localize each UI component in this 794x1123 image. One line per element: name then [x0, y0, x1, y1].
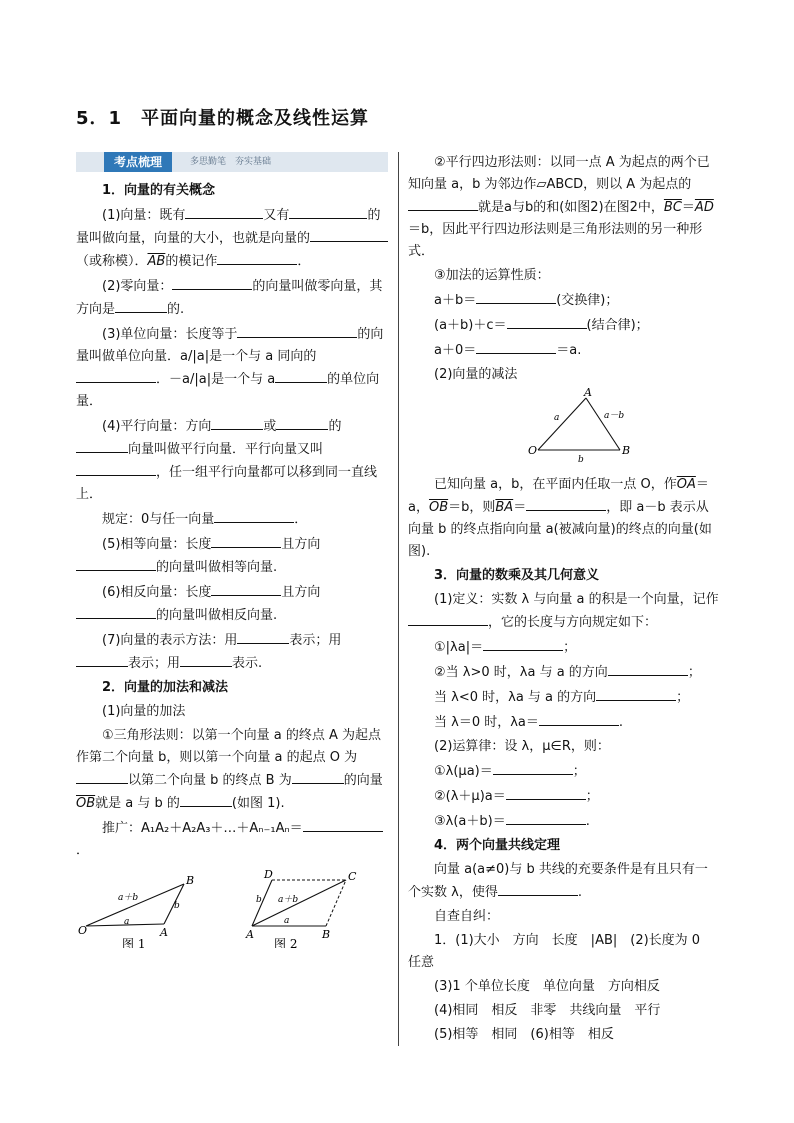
text-run: (结合律)；: [586, 318, 649, 333]
fig3-A: A: [584, 388, 592, 399]
fig2-D: D: [264, 868, 273, 881]
right2-paragraph: [408, 976, 720, 998]
text-run: ，即 a－b 表示从向量 b 的终点指向向量 a(被减向量)的终点的向量(如图).: [408, 500, 712, 559]
answer-blank[interactable]: [115, 298, 167, 313]
left-paragraph: [76, 415, 388, 506]
text-run: ，它的长度与方向规定如下：: [488, 615, 658, 630]
left-paragraph: [76, 275, 388, 321]
text-run: (2)向量的减法: [434, 367, 518, 382]
left-paragraph: [76, 629, 388, 675]
text-run: 向量 a(a≠0)与 b 共线的充要条件是有且只有一个实数 λ，使得: [408, 862, 708, 900]
answer-blank[interactable]: [310, 227, 388, 242]
left-paragraph: [76, 508, 388, 531]
text-run: 向量叫做平行向量．平行向量又叫: [128, 442, 324, 457]
answer-blank[interactable]: [493, 760, 573, 775]
right-paragraph: [408, 314, 720, 337]
text-run: ＝a，: [408, 477, 709, 515]
fig3-a: a: [554, 413, 560, 423]
section-subtitle: 多思勤笔 夯实基础: [190, 157, 272, 167]
text-run: 的量叫做向量，向量的大小，也就是向量的: [76, 208, 381, 246]
left-paragraph: [76, 180, 388, 202]
answer-blank[interactable]: [211, 581, 281, 596]
answer-blank[interactable]: [211, 533, 281, 548]
left-paragraph: [76, 533, 388, 579]
text-run: ①λ(μa)＝: [434, 764, 493, 779]
text-run: .: [577, 885, 582, 900]
fig2-B: B: [322, 928, 331, 941]
text-run: ．: [76, 843, 90, 858]
vector-symbol: $\overline{BC}$: [663, 200, 682, 215]
vector-symbol: $\overline{AB}$: [147, 254, 166, 269]
answer-blank[interactable]: [180, 792, 232, 807]
text-run: ①三角形法则：以第一个向量 a 的终点 A 为起点作第二个向量 b，则以第一个向量 a 的起点 O 为: [76, 728, 382, 765]
answer-blank[interactable]: [506, 785, 586, 800]
text-run: (3)单位向量：长度等于: [102, 327, 238, 342]
right2-paragraph: [408, 930, 720, 974]
text-run: 的向量叫做相反向量.: [156, 608, 278, 623]
right2-paragraph: [408, 565, 720, 587]
answer-blank[interactable]: [507, 314, 587, 329]
text-run: 的: [328, 419, 342, 434]
text-run: (1)定义：实数 λ 与向量 a 的积是一个向量，记作: [434, 592, 719, 607]
text-run: 1．向量的有关概念: [102, 183, 216, 198]
figures-row: [76, 868, 388, 956]
text-run: ②平行四边形法则：以同一点 A 为起点的两个已知向量 a，b 为邻边作▱ABCD，则以 A 为起点的: [408, 155, 710, 192]
answer-blank[interactable]: [180, 652, 232, 667]
vector-symbol: $\overline{OB}$: [76, 796, 96, 811]
text-run: 表示.: [232, 656, 263, 671]
right2-paragraph: [408, 589, 720, 634]
right2-paragraph: [408, 835, 720, 857]
text-run: 的单位向量．: [76, 372, 380, 409]
subtraction-figure: [408, 388, 720, 466]
text-run: (5)相等 相同 (6)相等 相反: [434, 1027, 614, 1042]
text-run: ；: [572, 764, 586, 779]
text-run: 且方向: [281, 585, 321, 600]
text-run: (如图 1).: [231, 796, 285, 811]
answer-blank[interactable]: [476, 339, 556, 354]
answer-blank[interactable]: [526, 496, 606, 511]
fig2-ab: a＋b: [278, 895, 299, 905]
answer-blank[interactable]: [76, 461, 156, 476]
text-run: .: [618, 715, 624, 730]
text-run: 当 λ＝0 时，λa＝: [434, 715, 539, 730]
text-run: 又有: [263, 208, 290, 223]
text-run: 的向量叫做单位向量．: [76, 327, 384, 364]
vector-symbol: $\overline{OB}$: [428, 500, 449, 515]
answer-blank[interactable]: [408, 611, 488, 626]
right2-paragraph: [408, 686, 720, 709]
right-body: [408, 152, 720, 386]
text-run: （或称模）．: [76, 254, 148, 269]
text-run: 的.: [167, 302, 185, 317]
answer-blank[interactable]: [172, 275, 252, 290]
answer-blank[interactable]: [483, 636, 563, 651]
answer-blank[interactable]: [76, 556, 156, 571]
answer-blank[interactable]: [185, 204, 263, 219]
text-run: a＋b＝: [434, 293, 477, 308]
text-run: 3．向量的数乘及其几何意义: [434, 568, 600, 583]
right2-paragraph: [408, 785, 720, 808]
text-run: 表示；用: [128, 656, 181, 671]
right2-paragraph: [408, 1000, 720, 1022]
text-run: 1．(1)大小 方向 长度 |AB| (2)长度为 0 任意: [408, 933, 714, 970]
text-run: ．: [297, 254, 311, 269]
answer-blank[interactable]: [76, 652, 128, 667]
text-run: 规定：0与任一向量: [102, 512, 215, 527]
text-run: (6)相反向量：长度: [102, 585, 212, 600]
fig1-b: b: [174, 901, 180, 911]
section-tag: 考点梳理: [104, 152, 172, 172]
fig2-label: 图 2: [274, 937, 298, 948]
text-run: 以第二个向量 b 的终点 B 为: [128, 773, 292, 788]
text-run: .: [585, 814, 590, 829]
answer-blank[interactable]: [498, 881, 578, 896]
text-run: ．: [294, 512, 308, 527]
left-body: [76, 180, 388, 862]
fig2-a: a: [284, 916, 290, 926]
text-run: ①|λa|＝: [434, 640, 484, 655]
answer-blank[interactable]: [76, 368, 156, 383]
answer-blank[interactable]: [476, 289, 556, 304]
right2-paragraph: [408, 760, 720, 783]
text-run: 4．两个向量共线定理: [434, 838, 561, 853]
text-run: ③加法的运算性质：: [434, 268, 550, 283]
right-paragraph: [408, 152, 720, 263]
answer-blank[interactable]: [596, 686, 676, 701]
right2-paragraph: [408, 636, 720, 659]
answer-blank[interactable]: [76, 769, 128, 784]
answer-blank[interactable]: [237, 323, 357, 338]
right2-paragraph: [408, 661, 720, 684]
fig2-A: A: [246, 928, 254, 941]
answer-blank[interactable]: [76, 604, 156, 619]
vector-symbol: $\overline{AD}$: [694, 200, 714, 215]
left-paragraph: [76, 323, 388, 413]
text-run: 且方向: [281, 537, 321, 552]
fig1-A: A: [160, 926, 168, 939]
right-body-2: [408, 474, 720, 1046]
figures-svg: [76, 868, 388, 948]
right-paragraph: [408, 364, 720, 386]
answer-blank[interactable]: [76, 438, 128, 453]
answer-blank[interactable]: [506, 810, 586, 825]
text-run: (1)向量的加法: [102, 704, 186, 719]
left-paragraph: [76, 725, 388, 815]
text-run: 推广：: [102, 821, 142, 836]
text-run: a＋0＝: [434, 343, 477, 358]
answer-blank[interactable]: [276, 415, 328, 430]
left-paragraph: [76, 204, 388, 273]
answer-blank[interactable]: [292, 769, 344, 784]
right-paragraph: [408, 265, 720, 287]
fig1-O: O: [78, 924, 88, 937]
vector-symbol: $\overline{BA}$: [495, 500, 514, 515]
text-run: (4)相同 相反 非零 共线向量 平行: [434, 1003, 661, 1018]
text-run: 已知向量 a，b，在平面内任取一点 O，作: [434, 477, 677, 492]
answer-blank[interactable]: [275, 368, 327, 383]
fig1-B: B: [186, 874, 195, 887]
text-run: ．－a/|a|是一个与 a: [156, 372, 276, 387]
text-run: 的模记作: [165, 254, 218, 269]
answer-blank[interactable]: [237, 629, 289, 644]
text-run: (2)零向量：: [102, 279, 173, 294]
text-run: ＝: [513, 500, 527, 515]
right2-paragraph: [408, 736, 720, 758]
text-run: ，任一组平行向量都可以移到同一直线上．: [76, 465, 378, 502]
right2-paragraph: [408, 906, 720, 928]
text-run: (5)相等向量：长度: [102, 537, 212, 552]
text-run: 就是a与b的和(如图2)在图2中，: [478, 200, 664, 215]
right-paragraph: [408, 339, 720, 362]
text-run: ②(λ＋μ)a＝: [434, 789, 506, 804]
left-paragraph: [76, 677, 388, 699]
answer-blank[interactable]: [217, 250, 297, 265]
answer-blank[interactable]: [214, 508, 294, 523]
text-run: (7)向量的表示方法：用: [102, 633, 238, 648]
fig1-a: a: [124, 917, 130, 927]
text-run: 的向量叫做零向量，其方向是: [76, 279, 383, 317]
fig3-B: B: [622, 444, 631, 457]
right2-paragraph: [408, 810, 720, 833]
answer-blank[interactable]: [303, 817, 383, 832]
section-banner: [76, 152, 388, 172]
text-run: (a＋b)＋c＝: [434, 318, 507, 333]
text-run: 的向量: [343, 773, 383, 788]
fig3-O: O: [528, 444, 538, 457]
right2-paragraph: [408, 711, 720, 734]
text-run: ＝a.: [556, 343, 582, 358]
text-run: ③λ(a＋b)＝: [434, 814, 506, 829]
left-paragraph: [76, 581, 388, 627]
column-divider: [398, 152, 399, 1046]
text-run: A₁A₂＋A₂A₃＋…＋Aₙ₋₁Aₙ＝: [141, 821, 303, 836]
text-run: ；: [687, 665, 701, 680]
text-run: a/|a|: [180, 349, 210, 364]
text-run: 2．向量的加法和减法: [102, 680, 229, 695]
vector-symbol: $\overline{OA}$: [676, 477, 696, 492]
text-run: 的向量叫做相等向量.: [156, 560, 278, 575]
fig1-label: 图 1: [122, 937, 146, 948]
left-paragraph: [76, 701, 388, 723]
right2-paragraph: [408, 474, 720, 563]
text-run: 自查自纠：: [434, 909, 500, 924]
text-run: ＝: [681, 200, 695, 215]
text-run: ；: [585, 789, 599, 804]
right2-paragraph: [408, 859, 720, 904]
right2-paragraph: [408, 1024, 720, 1046]
text-run: ＝b，则: [448, 500, 496, 515]
text-run: (2)运算律：设 λ，μ∈R，则：: [434, 739, 610, 754]
text-run: (4)平行向量：方向: [102, 419, 212, 434]
fig2-b: b: [256, 895, 262, 905]
text-run: (交换律)；: [556, 293, 619, 308]
right-paragraph: [408, 289, 720, 312]
fig1-ab: a＋b: [118, 893, 139, 903]
answer-blank[interactable]: [408, 196, 478, 211]
answer-blank[interactable]: [211, 415, 263, 430]
text-run: ＝b，因此平行四边形法则是三角形法则的另一种形式．: [408, 222, 703, 259]
answer-blank[interactable]: [539, 711, 619, 726]
text-run: 或: [263, 419, 277, 434]
text-run: 当 λ<0 时，λa 与 a 的方向: [434, 690, 597, 705]
text-run: (3)1 个单位长度 单位向量 方向相反: [434, 979, 660, 994]
answer-blank[interactable]: [608, 661, 688, 676]
left-paragraph: [76, 817, 388, 862]
page-title: 5．1 平面向量的概念及线性运算: [76, 108, 370, 129]
text-run: 表示；用: [289, 633, 342, 648]
text-run: 是一个与 a 同向的: [209, 349, 317, 364]
text-run: ；: [563, 640, 577, 655]
fig3-b: b: [578, 455, 584, 465]
right-column: [408, 152, 720, 1048]
answer-blank[interactable]: [289, 204, 367, 219]
left-column: [76, 152, 388, 956]
fig2-C: C: [348, 870, 357, 883]
text-run: (1)向量：既有: [102, 208, 186, 223]
text-run: 就是 a 与 b 的: [95, 796, 180, 811]
text-run: ②当 λ>0 时，λa 与 a 的方向: [434, 665, 608, 680]
fig3-amb: a－b: [604, 411, 625, 421]
text-run: ；: [676, 690, 690, 705]
